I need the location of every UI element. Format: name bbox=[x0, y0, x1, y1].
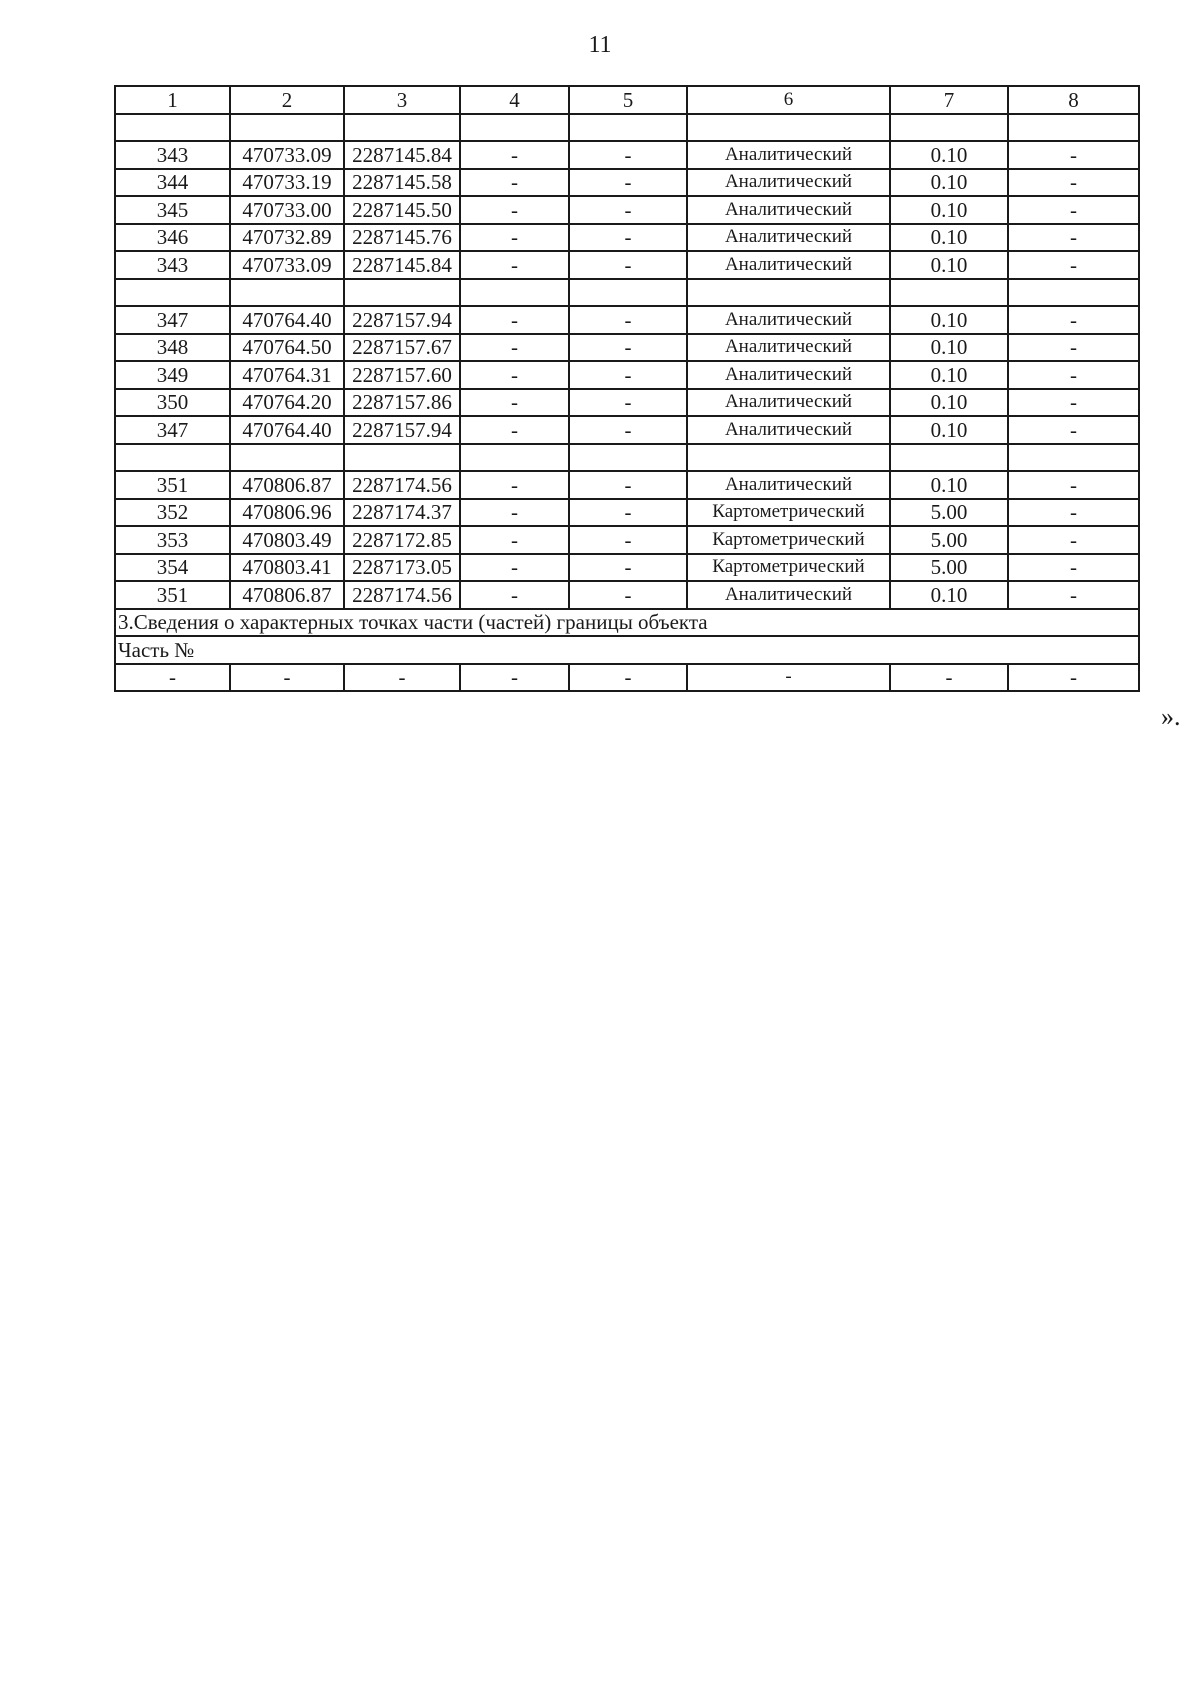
table-cell: 1 bbox=[115, 86, 230, 114]
table-cell: 351 bbox=[115, 471, 230, 499]
section-title-row bbox=[115, 609, 1139, 637]
table-cell: - bbox=[460, 581, 569, 609]
table-cell bbox=[115, 279, 230, 307]
table-cell: - bbox=[1008, 169, 1139, 197]
table-cell: - bbox=[460, 196, 569, 224]
table-cell: 470733.00 bbox=[230, 196, 344, 224]
table-cell: - bbox=[460, 306, 569, 334]
table-row bbox=[115, 499, 1139, 527]
section-title-row-cell: 3.Сведения о характерных точках части (частей) границы объекта bbox=[115, 609, 1139, 637]
table-cell: 470806.87 bbox=[230, 471, 344, 499]
table-cell: 0.10 bbox=[890, 334, 1008, 362]
table-cell: - bbox=[569, 251, 687, 279]
table-cell: 470764.50 bbox=[230, 334, 344, 362]
table-cell: Аналитический bbox=[687, 471, 890, 499]
table-cell: Аналитический bbox=[687, 581, 890, 609]
table-row bbox=[115, 306, 1139, 334]
table-cell bbox=[344, 279, 460, 307]
table-cell: Картометрический bbox=[687, 554, 890, 582]
table-cell: - bbox=[569, 581, 687, 609]
table-cell bbox=[460, 444, 569, 472]
table-cell: 2287157.86 bbox=[344, 389, 460, 417]
table-cell bbox=[115, 114, 230, 142]
table-cell: - bbox=[460, 471, 569, 499]
table-cell: Аналитический bbox=[687, 251, 890, 279]
table-cell: 4 bbox=[460, 86, 569, 114]
table-cell: Аналитический bbox=[687, 196, 890, 224]
table-cell: - bbox=[460, 361, 569, 389]
table-cell: - bbox=[1008, 141, 1139, 169]
table-cell: 2287157.94 bbox=[344, 416, 460, 444]
table-cell: 5 bbox=[569, 86, 687, 114]
table-cell: - bbox=[460, 389, 569, 417]
table-cell: 349 bbox=[115, 361, 230, 389]
table-cell: - bbox=[1008, 361, 1139, 389]
table-cell: Картометрический bbox=[687, 526, 890, 554]
table-cell: 470806.96 bbox=[230, 499, 344, 527]
table-cell: - bbox=[460, 499, 569, 527]
table-cell bbox=[687, 444, 890, 472]
table-cell: - bbox=[1008, 416, 1139, 444]
table-cell: - bbox=[687, 664, 890, 692]
table-cell: 346 bbox=[115, 224, 230, 252]
table-row bbox=[115, 141, 1139, 169]
table-cell: 344 bbox=[115, 169, 230, 197]
table-cell: 2 bbox=[230, 86, 344, 114]
table-cell: 352 bbox=[115, 499, 230, 527]
table-row bbox=[115, 361, 1139, 389]
table-cell: Аналитический bbox=[687, 416, 890, 444]
table-cell: 470732.89 bbox=[230, 224, 344, 252]
table-cell: - bbox=[460, 554, 569, 582]
table-cell: 6 bbox=[687, 86, 890, 114]
table-cell: - bbox=[1008, 224, 1139, 252]
table-cell: 2287157.67 bbox=[344, 334, 460, 362]
table-cell: 2287145.50 bbox=[344, 196, 460, 224]
table-cell: 0.10 bbox=[890, 361, 1008, 389]
table-cell: Аналитический bbox=[687, 306, 890, 334]
table-row bbox=[115, 279, 1139, 307]
table-cell: 353 bbox=[115, 526, 230, 554]
table-row bbox=[115, 389, 1139, 417]
table-cell bbox=[890, 444, 1008, 472]
table-cell: 0.10 bbox=[890, 196, 1008, 224]
table-cell: 345 bbox=[115, 196, 230, 224]
table-cell: - bbox=[569, 334, 687, 362]
table-cell: 470733.19 bbox=[230, 169, 344, 197]
table-cell: - bbox=[460, 334, 569, 362]
table-row bbox=[115, 196, 1139, 224]
table-row bbox=[115, 664, 1139, 692]
table-cell: 470764.20 bbox=[230, 389, 344, 417]
table-cell: - bbox=[1008, 306, 1139, 334]
table-cell: 0.10 bbox=[890, 581, 1008, 609]
table-cell: - bbox=[1008, 471, 1139, 499]
table-cell: - bbox=[230, 664, 344, 692]
table-cell: 2287157.94 bbox=[344, 306, 460, 334]
table-cell: Картометрический bbox=[687, 499, 890, 527]
table-cell: Аналитический bbox=[687, 389, 890, 417]
table-cell: Аналитический bbox=[687, 334, 890, 362]
table-cell: - bbox=[115, 664, 230, 692]
table-cell bbox=[230, 114, 344, 142]
table-cell: 470803.49 bbox=[230, 526, 344, 554]
table-row bbox=[115, 444, 1139, 472]
table-cell: 470764.31 bbox=[230, 361, 344, 389]
table-cell: - bbox=[569, 169, 687, 197]
part-label-row bbox=[115, 636, 1139, 664]
table-cell: 7 bbox=[890, 86, 1008, 114]
table-row bbox=[115, 416, 1139, 444]
table-cell: 2287145.84 bbox=[344, 141, 460, 169]
table-cell: 5.00 bbox=[890, 499, 1008, 527]
table-cell: - bbox=[460, 224, 569, 252]
table-cell: 470733.09 bbox=[230, 141, 344, 169]
table-cell: - bbox=[1008, 251, 1139, 279]
table-cell: 5.00 bbox=[890, 554, 1008, 582]
table-cell: 354 bbox=[115, 554, 230, 582]
table-cell bbox=[230, 279, 344, 307]
table-cell: - bbox=[569, 471, 687, 499]
table-cell bbox=[1008, 279, 1139, 307]
table-cell: 2287145.76 bbox=[344, 224, 460, 252]
table-cell bbox=[890, 279, 1008, 307]
table-cell: 348 bbox=[115, 334, 230, 362]
table-row bbox=[115, 224, 1139, 252]
table-cell: 351 bbox=[115, 581, 230, 609]
table-cell: 0.10 bbox=[890, 306, 1008, 334]
table-cell: Аналитический bbox=[687, 224, 890, 252]
table-cell: - bbox=[569, 416, 687, 444]
table-cell: - bbox=[460, 251, 569, 279]
table-cell: 470803.41 bbox=[230, 554, 344, 582]
table-cell: 343 bbox=[115, 141, 230, 169]
table-cell: 2287157.60 bbox=[344, 361, 460, 389]
table-cell: - bbox=[1008, 581, 1139, 609]
table-cell: - bbox=[344, 664, 460, 692]
table-cell bbox=[1008, 444, 1139, 472]
table-cell: - bbox=[569, 664, 687, 692]
table-row bbox=[115, 251, 1139, 279]
table-cell: 470764.40 bbox=[230, 416, 344, 444]
table-cell: 3 bbox=[344, 86, 460, 114]
table-cell: 343 bbox=[115, 251, 230, 279]
table-cell: - bbox=[569, 499, 687, 527]
table-cell: 470764.40 bbox=[230, 306, 344, 334]
table-cell: 2287174.56 bbox=[344, 471, 460, 499]
table-cell: - bbox=[1008, 389, 1139, 417]
table-cell: - bbox=[460, 169, 569, 197]
table-cell: - bbox=[460, 526, 569, 554]
table-cell: 5.00 bbox=[890, 526, 1008, 554]
table-row bbox=[115, 554, 1139, 582]
table-cell: - bbox=[1008, 554, 1139, 582]
table-cell: 2287174.56 bbox=[344, 581, 460, 609]
table-cell: 470733.09 bbox=[230, 251, 344, 279]
table-cell: 0.10 bbox=[890, 251, 1008, 279]
table-cell: - bbox=[460, 664, 569, 692]
table-cell bbox=[569, 279, 687, 307]
table-row bbox=[115, 334, 1139, 362]
table-cell: - bbox=[569, 224, 687, 252]
table-cell bbox=[687, 114, 890, 142]
table-cell: - bbox=[569, 306, 687, 334]
table-cell bbox=[1008, 114, 1139, 142]
table-cell: 0.10 bbox=[890, 169, 1008, 197]
table-row bbox=[115, 169, 1139, 197]
table-cell bbox=[890, 114, 1008, 142]
table-cell bbox=[230, 444, 344, 472]
table-row bbox=[115, 114, 1139, 142]
table-cell bbox=[344, 114, 460, 142]
table-cell: 347 bbox=[115, 416, 230, 444]
table-row bbox=[115, 526, 1139, 554]
table-cell: 347 bbox=[115, 306, 230, 334]
table-cell: 0.10 bbox=[890, 416, 1008, 444]
table-cell: Аналитический bbox=[687, 169, 890, 197]
table-cell bbox=[115, 444, 230, 472]
table-cell: - bbox=[890, 664, 1008, 692]
table-cell: - bbox=[1008, 526, 1139, 554]
table-cell: 2287172.85 bbox=[344, 526, 460, 554]
table-cell: 0.10 bbox=[890, 471, 1008, 499]
part-label-row-cell: Часть № bbox=[115, 636, 1139, 664]
table-cell: 0.10 bbox=[890, 141, 1008, 169]
closing-quote: ». bbox=[1161, 702, 1181, 731]
table-cell: - bbox=[1008, 334, 1139, 362]
table-row bbox=[115, 581, 1139, 609]
table-cell: 2287145.58 bbox=[344, 169, 460, 197]
table-cell bbox=[460, 114, 569, 142]
table-row bbox=[115, 471, 1139, 499]
table-cell bbox=[687, 279, 890, 307]
table-cell: - bbox=[1008, 499, 1139, 527]
table-cell bbox=[344, 444, 460, 472]
table-cell: 350 bbox=[115, 389, 230, 417]
table-cell: 0.10 bbox=[890, 224, 1008, 252]
table-cell bbox=[460, 279, 569, 307]
table-cell: - bbox=[460, 416, 569, 444]
table-cell: 2287145.84 bbox=[344, 251, 460, 279]
table-cell: - bbox=[569, 141, 687, 169]
table-cell: - bbox=[1008, 196, 1139, 224]
table-cell: - bbox=[1008, 664, 1139, 692]
table-cell: - bbox=[460, 141, 569, 169]
table-cell bbox=[569, 444, 687, 472]
table-cell: - bbox=[569, 554, 687, 582]
table-cell: 470806.87 bbox=[230, 581, 344, 609]
page-number: 11 bbox=[588, 32, 612, 58]
table-cell: 0.10 bbox=[890, 389, 1008, 417]
table-cell: 2287174.37 bbox=[344, 499, 460, 527]
table-cell bbox=[569, 114, 687, 142]
table-cell: - bbox=[569, 389, 687, 417]
table-header-row bbox=[115, 86, 1139, 114]
table-cell: - bbox=[569, 361, 687, 389]
table-cell: Аналитический bbox=[687, 361, 890, 389]
table-cell: 8 bbox=[1008, 86, 1139, 114]
table-cell: 2287173.05 bbox=[344, 554, 460, 582]
table-cell: Аналитический bbox=[687, 141, 890, 169]
table-cell: - bbox=[569, 526, 687, 554]
table-cell: - bbox=[569, 196, 687, 224]
coordinates-table bbox=[114, 85, 1140, 692]
